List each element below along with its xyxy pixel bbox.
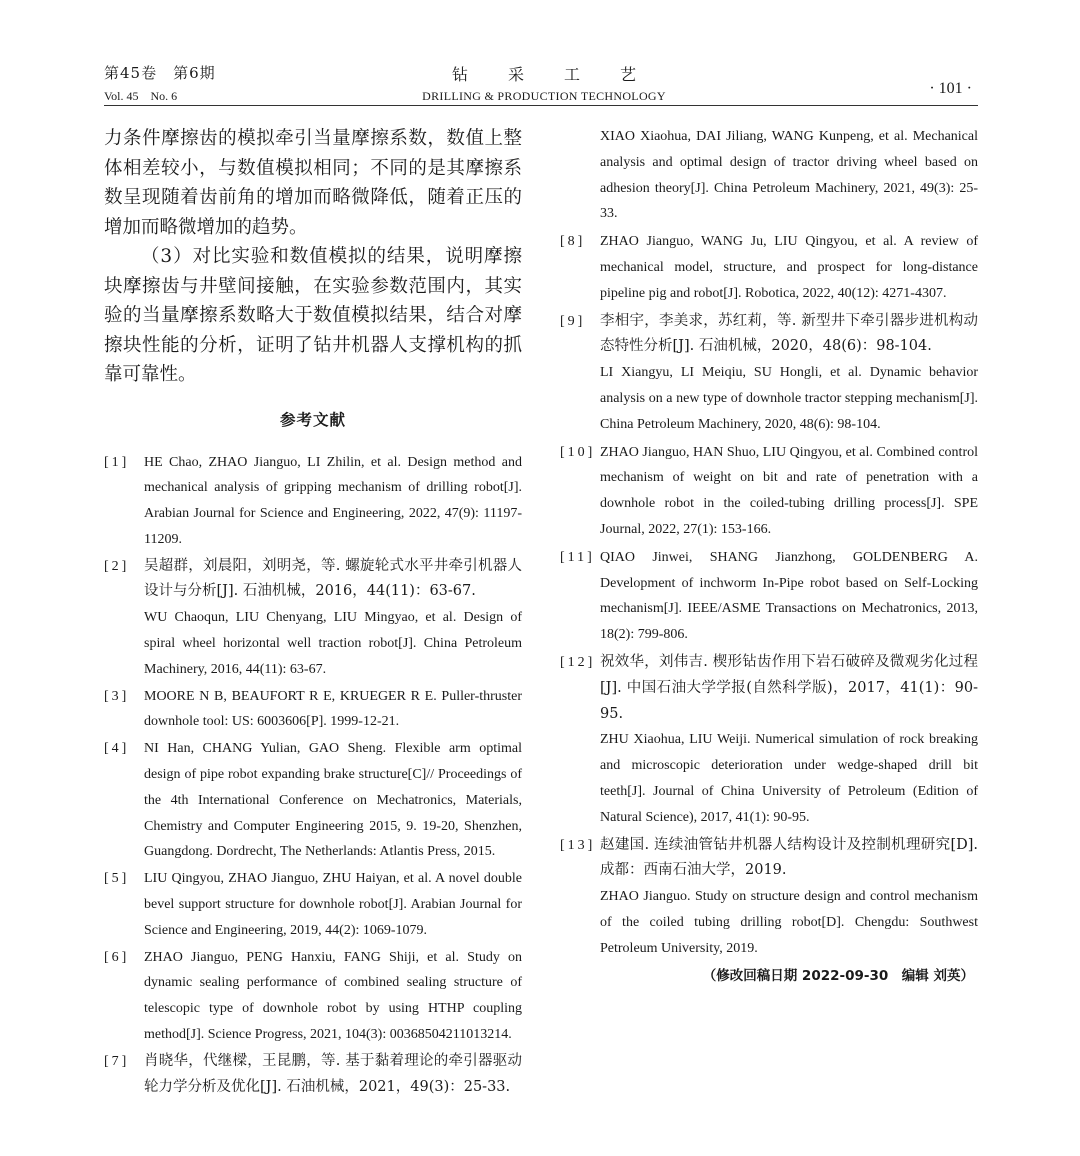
reference-text-en: ZHAO Jianguo, PENG Hanxiu, FANG Shiji, et al. Study on dynamic sealing performance of combined sealing structure of telescopic type of downhole robot by using HTHP coupling method[J]. Science Progress, 2021, 104(3): 00368504211013214. bbox=[144, 949, 522, 1043]
reference-item bbox=[104, 1049, 522, 1101]
reference-number: [2] bbox=[104, 558, 130, 574]
left-column bbox=[104, 124, 522, 1101]
reference-text-en: ZHAO Jianguo, HAN Shuo, LIU Qingyou, et al. Combined control mechanism of weight on bit and rate of penetration with a downhole robot in the coiled-tubing drilling process[J]. SPE Journal, 2022, 27(1): 153-166. bbox=[600, 444, 978, 537]
reference-number: [8] bbox=[560, 234, 586, 250]
reference-item bbox=[560, 650, 978, 831]
reference-text-en: HE Chao, ZHAO Jianguo, LI Zhilin, et al. Design method and mechanical analysis of gripping mechanism of drilling robot[J]. Arabian Journal for Science and Engineering, 2022, 47(9): 11197-11209. bbox=[144, 454, 522, 547]
reference-item bbox=[560, 440, 978, 543]
reference-number: [3] bbox=[104, 688, 130, 704]
reference-number: [6] bbox=[104, 949, 130, 965]
reference-text-en: XIAO Xiaohua, DAI Jiliang, WANG Kunpeng, et al. Mechanical analysis and optimal design of tractor driving wheel based on adhesion theory[J]. China Petroleum Machinery, 2021, 49(3): 25-33. bbox=[600, 129, 978, 222]
reference-item bbox=[560, 545, 978, 648]
reference-text-en: QIAO Jinwei, SHANG Jianzhong, GOLDENBERG A. Development of inchworm In-Pipe robot based on Self-Locking mechanism[J]. IEEE/ASME Transactions on Mechatronics, 2013, 18(2): 799-806. bbox=[600, 549, 978, 643]
body-paragraph-1: 力条件摩擦齿的模拟牵引当量摩擦系数，数值上整体相差较小，与数值模拟相同；不同的是其摩擦系数呈现随着齿前角的增加而略微降低，随着正压的增加而略微增加的趋势。 bbox=[104, 128, 522, 238]
reference-text-cn: 吴超群，刘晨阳，刘明尧，等. 螺旋轮式水平井牵引机器人设计与分析[J]. 石油机械，2016，44(11)：63-67. bbox=[144, 557, 522, 600]
reference-item bbox=[104, 450, 522, 553]
reference-number: [7] bbox=[104, 1053, 130, 1069]
reference-item bbox=[104, 554, 522, 683]
reference-text-cn: 李相宇，李美求，苏红莉，等. 新型井下牵引器步进机构动态特性分析[J]. 石油机械，2020，48(6)：98-104. bbox=[600, 312, 978, 355]
reference-number: [4] bbox=[104, 741, 130, 757]
reference-item bbox=[560, 229, 978, 306]
reference-number: [12] bbox=[560, 654, 596, 670]
reference-list-left bbox=[104, 450, 522, 1101]
volume-en: Vol. 45 No. 6 bbox=[104, 89, 178, 103]
reference-item bbox=[104, 866, 522, 943]
reference-item bbox=[560, 124, 978, 227]
reference-text-cn: 赵建国. 连续油管钻井机器人结构设计及控制机理研究[D]. 成都：西南石油大学，2019. bbox=[600, 836, 978, 879]
reference-item bbox=[560, 833, 978, 962]
reference-text-en: NI Han, CHANG Yulian, GAO Sheng. Flexible arm optimal design of pipe robot expanding brake structure[C]// Proceedings of the 4th International Conference on Mechatronics, Materials, Chemistry and Computer Engineering 2015, 9. 19-20, Shenzhen, Guangdong. Dordrecht, The Netherlands: Atlantis Press, 2015. bbox=[144, 741, 522, 860]
reference-item bbox=[104, 684, 522, 736]
reference-number: [1] bbox=[104, 454, 130, 470]
reference-item bbox=[104, 945, 522, 1048]
reference-text-cn: 祝效华，刘伟吉. 楔形钻齿作用下岩石破碎及微观劣化过程[J]. 中国石油大学学报(自然科学版)，2017，41(1)：90-95. bbox=[600, 653, 978, 722]
reference-text-cn: 肖晓华，代继樑，王昆鹏，等. 基于黏着理论的牵引器驱动轮力学分析及优化[J]. 石油机械，2021，49(3)：25-33. bbox=[144, 1052, 522, 1095]
volume-info bbox=[104, 62, 216, 104]
journal-title-en: DRILLING & PRODUCTION TECHNOLOGY bbox=[422, 89, 666, 103]
reference-number: [13] bbox=[560, 837, 596, 853]
reference-text-en: ZHAO Jianguo, WANG Ju, LIU Qingyou, et al. A review of mechanical model, structure, and prospect for long-distance pipeline pig and robot[J]. Robotica, 2022, 40(12): 4271-4307. bbox=[600, 234, 978, 301]
reference-text-en: WU Chaoqun, LIU Chenyang, LIU Mingyao, et al. Design of spiral wheel horizontal well traction robot[J]. China Petroleum Machinery, 2016, 44(11): 63-67. bbox=[144, 610, 522, 677]
reference-text-en: MOORE N B, BEAUFORT R E, KRUEGER R E. Puller-thruster downhole tool: US: 6003606[P]. 1999-12-21. bbox=[144, 688, 522, 730]
reference-number: [9] bbox=[560, 313, 586, 329]
running-header bbox=[104, 58, 978, 108]
reference-item bbox=[560, 309, 978, 438]
reference-number: [11] bbox=[560, 549, 595, 565]
reference-text-en: ZHU Xiaohua, LIU Weiji. Numerical simulation of rock breaking and microscopic deterioration under wedge-shaped drill bit teeth[J]. Journal of China University of Petroleum (Edition of Natural Science), 2017, 41(1): 90-95. bbox=[600, 732, 978, 825]
volume-cn: 第45卷 第6期 bbox=[104, 64, 216, 82]
reference-text-en: ZHAO Jianguo. Study on structure design and control mechanism of the coiled tubing drilling robot[D]. Chengdu: Southwest Petroleum University, 2019. bbox=[600, 889, 978, 956]
reference-number: [10] bbox=[560, 444, 596, 460]
reference-number: [5] bbox=[104, 871, 130, 887]
references-title: 参考文献 bbox=[279, 409, 346, 429]
revision-note: （修改回稿日期 2022-09-30 编辑 刘英） bbox=[702, 967, 974, 984]
reference-text-en: LI Xiangyu, LI Meiqiu, SU Hongli, et al. Dynamic behavior analysis on a new type of downhole tractor stepping mechanism[J]. China Petroleum Machinery, 2020, 48(6): 98-104. bbox=[600, 365, 978, 432]
reference-text-en: LIU Qingyou, ZHAO Jianguo, ZHU Haiyan, et al. A novel double bevel support structure for downhole robot[J]. Arabian Journal for Science and Engineering, 2019, 44(2): 1069-1079. bbox=[144, 871, 522, 938]
body-paragraph-2: （3）对比实验和数值模拟的结果，说明摩擦块摩擦齿与井壁间接触，在实验参数范围内，其实验的当量摩擦系数略大于数值模拟结果，结合对摩擦块性能的分析，证明了钻井机器人支撑机构的抓靠可靠性。 bbox=[104, 246, 522, 385]
reference-list-right bbox=[560, 124, 978, 962]
right-column bbox=[560, 124, 978, 984]
journal-title-cn: 钻采工艺 bbox=[451, 65, 676, 84]
reference-item bbox=[104, 736, 522, 865]
page-number: · 101 · bbox=[929, 80, 972, 97]
header-rule bbox=[104, 105, 978, 106]
journal-title bbox=[404, 62, 684, 104]
